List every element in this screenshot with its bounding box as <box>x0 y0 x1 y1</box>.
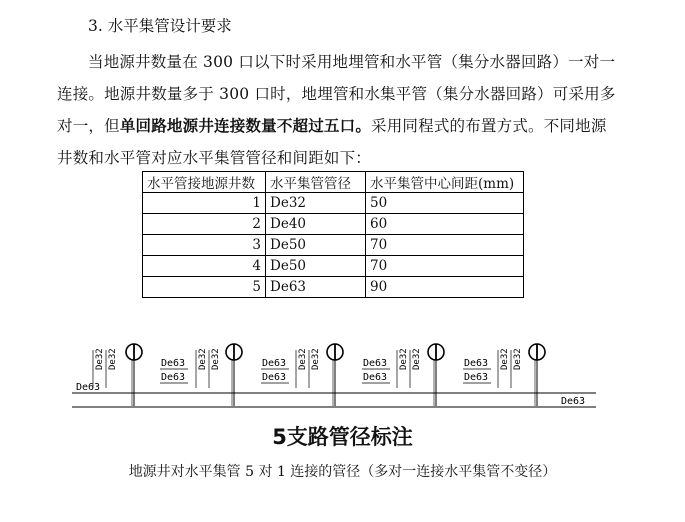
well-branch-1 <box>126 344 142 406</box>
well-branch-3 <box>327 344 343 406</box>
segment-pipe-label: De63 <box>161 358 186 369</box>
paragraph-text-1: 当地源井数量在 300 口以下时采用地埋管和水平管（集分水器回路）一对一连接。地源井数量多于 300 口时，地埋管和水集平管（集分水器回路）可采用多对一，但 <box>57 53 616 135</box>
branch-pipe-label: De32 <box>108 348 118 370</box>
cell-center-spacing: 90 <box>366 277 524 298</box>
section-heading: 3. 水平集管设计要求 <box>88 17 232 35</box>
segment-label-group <box>362 358 390 383</box>
main-pipe-label: De63 <box>76 382 101 393</box>
pipe-layout-diagram <box>0 330 685 420</box>
cell-well-count: 5 <box>143 277 266 298</box>
branch-pipe-label: De32 <box>311 348 321 370</box>
well-branch-5 <box>529 344 545 406</box>
cell-pipe-diameter: De32 <box>266 193 366 214</box>
segment-pipe-label: De63 <box>363 372 388 383</box>
segment-pipe-label: De63 <box>262 372 287 383</box>
segment-pipe-label: De63 <box>161 372 186 383</box>
segment-pipe-label: De63 <box>464 372 489 383</box>
header-pipe-diameter: 水平集管管径 <box>266 172 366 193</box>
cell-center-spacing: 50 <box>366 193 524 214</box>
cell-pipe-diameter: De63 <box>266 277 366 298</box>
table-row <box>143 235 524 256</box>
cell-well-count: 1 <box>143 193 266 214</box>
segment-pipe-label: De63 <box>464 358 489 369</box>
well-branch-4 <box>428 344 444 406</box>
branch-pipe-label: De32 <box>500 348 510 370</box>
main-pipe-label: De63 <box>561 396 586 407</box>
cell-pipe-diameter: De40 <box>266 214 366 235</box>
branch-label-group <box>498 348 523 388</box>
table-row <box>143 214 524 235</box>
branch-pipe-label: De32 <box>412 348 422 370</box>
table-row <box>143 193 524 214</box>
table-row <box>143 277 524 298</box>
branch-label-group <box>196 348 221 388</box>
requirement-paragraph <box>57 46 617 174</box>
branch-label-group <box>397 348 422 388</box>
header-well-count: 水平管接地源井数 <box>143 172 266 193</box>
cell-center-spacing: 60 <box>366 214 524 235</box>
table-header-row <box>143 172 524 193</box>
segment-label-group <box>261 358 289 383</box>
paragraph-text-2: 采用同程式的布置方式。不同地源井数和水平管对应水平集管管径和间距如下： <box>57 117 607 167</box>
paragraph-bold-text: 单回路地源井连接数量不超过五口。 <box>119 116 372 135</box>
well-branch-2 <box>226 344 242 406</box>
branch-pipe-label: De32 <box>211 348 221 370</box>
cell-center-spacing: 70 <box>366 256 524 277</box>
pipe-size-table <box>142 171 524 298</box>
branch-pipe-label: De32 <box>399 348 409 370</box>
segment-pipe-label: De63 <box>363 358 388 369</box>
branch-pipe-label: De32 <box>95 348 105 370</box>
cell-well-count: 3 <box>143 235 266 256</box>
cell-pipe-diameter: De50 <box>266 256 366 277</box>
branch-label-group <box>296 348 321 388</box>
segment-pipe-label: De63 <box>262 358 287 369</box>
segment-label-group <box>160 358 188 383</box>
cell-well-count: 2 <box>143 214 266 235</box>
cell-center-spacing: 70 <box>366 235 524 256</box>
diagram-caption: 地源井对水平集管 5 对 1 连接的管径（多对一连接水平集管不变径） <box>128 464 557 480</box>
table-row <box>143 256 524 277</box>
diagram-title: 5支路管径标注 <box>272 425 413 449</box>
branch-pipe-label: De32 <box>298 348 308 370</box>
branch-pipe-label: De32 <box>198 348 208 370</box>
segment-label-group <box>463 358 491 383</box>
cell-pipe-diameter: De50 <box>266 235 366 256</box>
header-center-spacing: 水平集管中心间距(mm) <box>366 172 524 193</box>
cell-well-count: 4 <box>143 256 266 277</box>
branch-pipe-label: De32 <box>513 348 523 370</box>
